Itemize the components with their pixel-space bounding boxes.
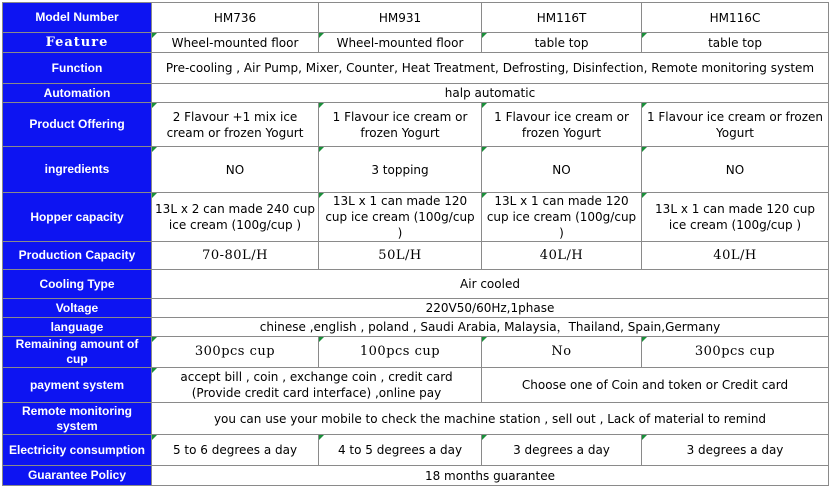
cell-automation: halp automatic bbox=[152, 84, 829, 103]
row-header-production: Production Capacity bbox=[3, 242, 152, 270]
row-header-function: Function bbox=[3, 53, 152, 84]
table-row bbox=[3, 53, 829, 84]
cell-remaining-hm736: 300pcs cup bbox=[152, 337, 319, 368]
cell-electricity-hm736: 5 to 6 degrees a day bbox=[152, 435, 319, 466]
cell-hopper-hm116c: 13L x 1 can made 120 cup ice cream (100g/cup ) bbox=[642, 193, 829, 242]
cell-electricity-hm116t: 3 degrees a day bbox=[482, 435, 642, 466]
table-row bbox=[3, 33, 829, 53]
cell-feature-hm116c: table top bbox=[642, 33, 829, 53]
cell-production-hm116c: 40L/H bbox=[642, 242, 829, 270]
cell-feature-hm931: Wheel-mounted floor bbox=[319, 33, 482, 53]
row-header-voltage: Voltage bbox=[3, 299, 152, 318]
row-header-hopper: Hopper capacity bbox=[3, 193, 152, 242]
cell-feature-hm116t: table top bbox=[482, 33, 642, 53]
cell-production-hm931: 50L/H bbox=[319, 242, 482, 270]
cell-remote: you can use your mobile to check the machine station , sell out , Lack of material to remind bbox=[152, 403, 829, 435]
table-row bbox=[3, 103, 829, 147]
cell-model-hm931: HM931 bbox=[319, 3, 482, 33]
cell-feature-hm736: Wheel-mounted floor bbox=[152, 33, 319, 53]
table-row bbox=[3, 84, 829, 103]
table-row bbox=[3, 270, 829, 299]
cell-remaining-hm931: 100pcs cup bbox=[319, 337, 482, 368]
row-header-remaining: Remaining amount of cup bbox=[3, 337, 152, 368]
table-row bbox=[3, 337, 829, 368]
cell-remaining-hm116t: No bbox=[482, 337, 642, 368]
cell-electricity-hm116c: 3 degrees a day bbox=[642, 435, 829, 466]
row-header-guarantee: Guarantee Policy bbox=[3, 466, 152, 486]
row-header-offering: Product Offering bbox=[3, 103, 152, 147]
cell-function: Pre-cooling , Air Pump, Mixer, Counter, Heat Treatment, Defrosting, Disinfection, Remote monitoring system bbox=[152, 53, 829, 84]
cell-guarantee: 18 months guarantee bbox=[152, 466, 829, 486]
cell-offering-hm116c: 1 Flavour ice cream or frozen Yogurt bbox=[642, 103, 829, 147]
cell-hopper-hm736: 13L x 2 can made 240 cup ice cream (100g/cup ) bbox=[152, 193, 319, 242]
cell-offering-hm736: 2 Flavour +1 mix ice cream or frozen Yogurt bbox=[152, 103, 319, 147]
table-row bbox=[3, 147, 829, 193]
table-row bbox=[3, 193, 829, 242]
table-row bbox=[3, 242, 829, 270]
cell-production-hm736: 70-80L/H bbox=[152, 242, 319, 270]
cell-ingredients-hm116t: NO bbox=[482, 147, 642, 193]
cell-offering-hm116t: 1 Flavour ice cream or frozen Yogurt bbox=[482, 103, 642, 147]
cell-model-hm116t: HM116T bbox=[482, 3, 642, 33]
row-header-automation: Automation bbox=[3, 84, 152, 103]
cell-model-hm736: HM736 bbox=[152, 3, 319, 33]
cell-offering-hm931: 1 Flavour ice cream or frozen Yogurt bbox=[319, 103, 482, 147]
cell-hopper-hm116t: 13L x 1 can made 120 cup ice cream (100g/cup ) bbox=[482, 193, 642, 242]
cell-hopper-hm931: 13L x 1 can made 120 cup ice cream (100g/cup ) bbox=[319, 193, 482, 242]
cell-remaining-hm116c: 300pcs cup bbox=[642, 337, 829, 368]
cell-electricity-hm931: 4 to 5 degrees a day bbox=[319, 435, 482, 466]
row-header-payment: payment system bbox=[3, 368, 152, 403]
row-header-feature: Feature bbox=[3, 33, 152, 53]
cell-voltage: 220V50/60Hz,1phase bbox=[152, 299, 829, 318]
cell-payment-b: Choose one of Coin and token or Credit card bbox=[482, 368, 829, 403]
row-header-remote: Remote monitoring system bbox=[3, 403, 152, 435]
table-row bbox=[3, 403, 829, 435]
table-row bbox=[3, 368, 829, 403]
cell-ingredients-hm931: 3 topping bbox=[319, 147, 482, 193]
table-row bbox=[3, 435, 829, 466]
row-header-ingredients: ingredients bbox=[3, 147, 152, 193]
cell-production-hm116t: 40L/H bbox=[482, 242, 642, 270]
row-header-electricity: Electricity consumption bbox=[3, 435, 152, 466]
table-row bbox=[3, 299, 829, 318]
row-header-cooling: Cooling Type bbox=[3, 270, 152, 299]
table-row bbox=[3, 3, 829, 33]
cell-ingredients-hm116c: NO bbox=[642, 147, 829, 193]
cell-model-hm116c: HM116C bbox=[642, 3, 829, 33]
table-row bbox=[3, 466, 829, 486]
cell-cooling: Air cooled bbox=[152, 270, 829, 299]
spec-table bbox=[2, 2, 829, 486]
cell-language: chinese ,english , poland , Saudi Arabia, Malaysia，Thailand, Spain,Germany bbox=[152, 318, 829, 337]
row-header-language: language bbox=[3, 318, 152, 337]
row-header-model: Model Number bbox=[3, 3, 152, 33]
table-row bbox=[3, 318, 829, 337]
cell-ingredients-hm736: NO bbox=[152, 147, 319, 193]
cell-payment-a: accept bill , coin , exchange coin , credit card (Provide credit card interface) ,online pay bbox=[152, 368, 482, 403]
